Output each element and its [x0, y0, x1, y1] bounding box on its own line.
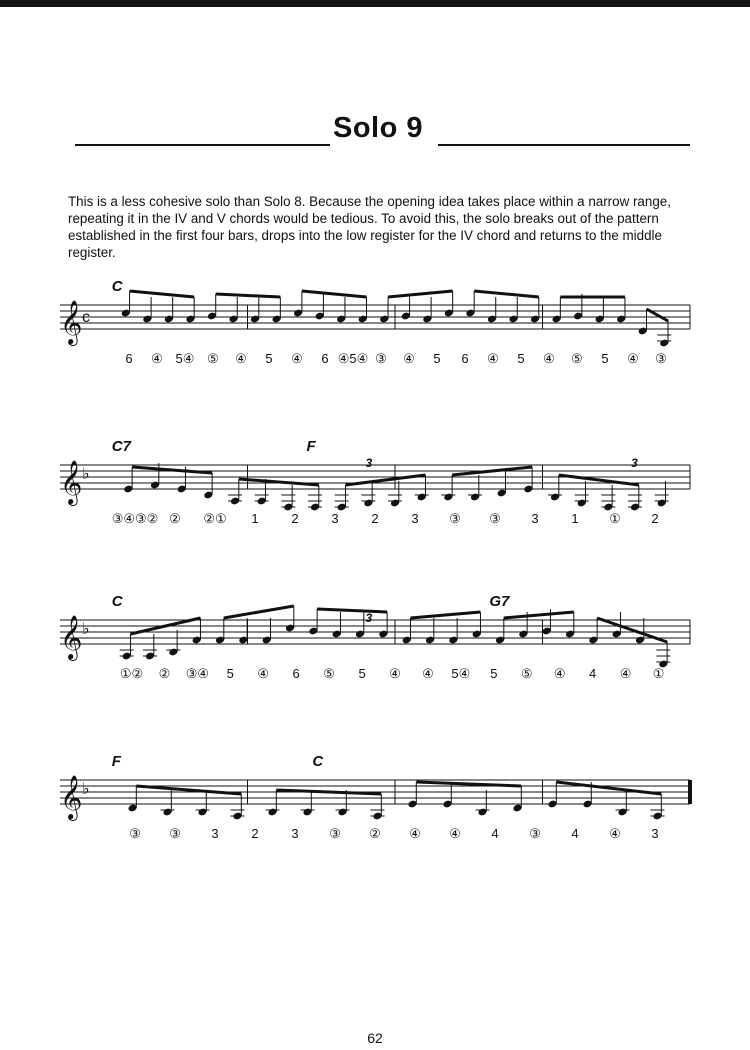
fingering-label: 3 — [291, 826, 299, 841]
beam — [216, 294, 281, 297]
staff-svg-4 — [60, 753, 700, 890]
treble-clef-icon: 𝄞 — [60, 302, 83, 344]
fingering-label: ③ — [329, 826, 341, 841]
fingering-label: ③ — [529, 826, 541, 841]
fingering-label: 3 — [651, 826, 659, 841]
fingering-label: ④ — [449, 826, 461, 841]
fingering-label: 4 — [491, 826, 499, 841]
fingering-label: ① — [652, 666, 665, 681]
fingering-label: 5④ — [451, 666, 471, 681]
fingering-label: 6 — [461, 351, 469, 366]
fingering-label: ④ — [422, 666, 434, 681]
chord-symbol: C — [111, 593, 123, 610]
fingering-label: ④ — [409, 826, 421, 841]
triplet-mark: 3 — [631, 456, 638, 470]
fingering-label: ④ — [257, 666, 270, 681]
top-edge-bar — [0, 0, 750, 7]
fingering-label: ④ — [403, 351, 415, 366]
chord-symbol: C7 — [111, 438, 131, 455]
fingering-label: ② — [369, 826, 381, 841]
title-rule-right — [438, 144, 690, 146]
fingering-label: 5 — [433, 351, 441, 366]
fingering-label: ⑤ — [520, 666, 533, 681]
fingering-label: 4 — [571, 826, 579, 841]
title-rule-left — [75, 144, 330, 146]
music-system-1 — [60, 278, 700, 435]
fingering-label: ④5④ — [337, 351, 369, 366]
fingering-label: 1 — [251, 511, 259, 526]
treble-clef-icon: 𝄞 — [60, 462, 83, 504]
flat-key-icon: ♭ — [82, 621, 90, 638]
fingering-label: ⑤ — [207, 351, 219, 366]
fingering-label: 5 — [517, 351, 525, 366]
fingering-label: 5 — [226, 666, 234, 681]
fingering-label: ③ — [375, 351, 387, 366]
staff-svg-1 — [60, 278, 700, 415]
fingering-label: 3 — [531, 511, 539, 526]
fingering-label: 3 — [211, 826, 219, 841]
fingering-label: 1 — [571, 511, 579, 526]
fingering-label: 5 — [601, 351, 609, 366]
fingering-label: ④ — [627, 351, 639, 366]
chord-symbol: G7 — [489, 593, 510, 610]
fingering-label: 5 — [265, 351, 273, 366]
fingering-label: ③④③② — [111, 511, 159, 526]
fingering-label: ④ — [487, 351, 499, 366]
flat-key-icon: ♭ — [82, 466, 90, 483]
fingering-label: 2 — [251, 826, 259, 841]
fingering-label: ② — [158, 666, 171, 681]
fingering-label: ④ — [543, 351, 555, 366]
beam — [224, 606, 294, 618]
fingering-label: ⑤ — [323, 666, 335, 681]
fingering-label: ③ — [655, 351, 667, 366]
chord-symbol: C — [312, 753, 324, 770]
fingering-label: 4 — [589, 666, 597, 681]
fingering-label: 2 — [291, 511, 299, 526]
fingering-label: ③ — [489, 511, 501, 526]
fingering-label: 5 — [358, 666, 366, 681]
fingering-label: ③④ — [185, 666, 210, 681]
music-system-2 — [60, 438, 700, 595]
music-system-4 — [60, 753, 700, 910]
fingering-label: 2 — [651, 511, 659, 526]
fingering-label: 5 — [490, 666, 498, 681]
fingering-label: 3 — [411, 511, 419, 526]
staff-svg-3 — [60, 593, 700, 730]
beam — [239, 479, 319, 485]
beam — [317, 609, 387, 612]
beam — [388, 291, 453, 297]
fingering-label: ③ — [449, 511, 461, 526]
fingering-label: ④ — [609, 826, 621, 841]
beam — [416, 782, 521, 786]
fingering-label: ⑤ — [571, 351, 583, 366]
beam — [276, 790, 381, 794]
triplet-mark: 3 — [365, 456, 373, 470]
fingering-label: ④ — [235, 351, 247, 366]
fingering-label: 6 — [321, 351, 329, 366]
chord-symbol: C — [111, 278, 123, 295]
staff-svg-2 — [60, 438, 700, 575]
fingering-label: ④ — [619, 666, 632, 681]
intro-paragraph: This is a less cohesive solo than Solo 8. Because the opening idea takes place within a narrow range, repeating it in the IV and V chords would be tedious. To avoid this, the solo breaks out of the pattern established in the first four bars, drops into the low register for the IV chord and returns to the middle register. — [68, 194, 671, 261]
beam — [302, 291, 367, 297]
fingering-label: ④ — [553, 666, 566, 681]
fingering-label: ④ — [389, 666, 401, 681]
fingering-label: ②① — [203, 511, 227, 526]
chord-symbol: F — [111, 753, 121, 770]
triplet-mark: 3 — [365, 611, 373, 625]
fingering-label: 5④ — [175, 351, 195, 366]
fingering-label: 3 — [331, 511, 339, 526]
fingering-label: ④ — [151, 351, 163, 366]
beam — [136, 786, 241, 794]
beam — [132, 467, 212, 473]
beam — [504, 612, 574, 618]
title-row — [75, 112, 690, 156]
treble-clef-icon: 𝄞 — [60, 777, 83, 819]
page-number: 62 — [367, 1030, 383, 1046]
fingering-label: ① — [609, 511, 621, 526]
beam — [474, 291, 539, 297]
fingering-label: ④ — [291, 351, 303, 366]
fingering-label: 6 — [125, 351, 133, 366]
fingering-label: 6 — [292, 666, 300, 681]
beam — [130, 291, 195, 297]
fingering-label: 2 — [371, 511, 379, 526]
common-time-icon: c — [82, 309, 90, 326]
fingering-label: ③ — [129, 826, 141, 841]
treble-clef-icon: 𝄞 — [60, 617, 83, 659]
fingering-label: ③ — [169, 826, 181, 841]
fingering-label: ② — [169, 511, 181, 526]
music-system-3 — [60, 593, 700, 750]
chord-symbol: F — [306, 438, 316, 455]
beam — [410, 612, 480, 618]
fingering-label: ①② — [119, 666, 144, 681]
flat-key-icon: ♭ — [82, 781, 90, 798]
page-title: Solo 9 — [333, 112, 424, 144]
